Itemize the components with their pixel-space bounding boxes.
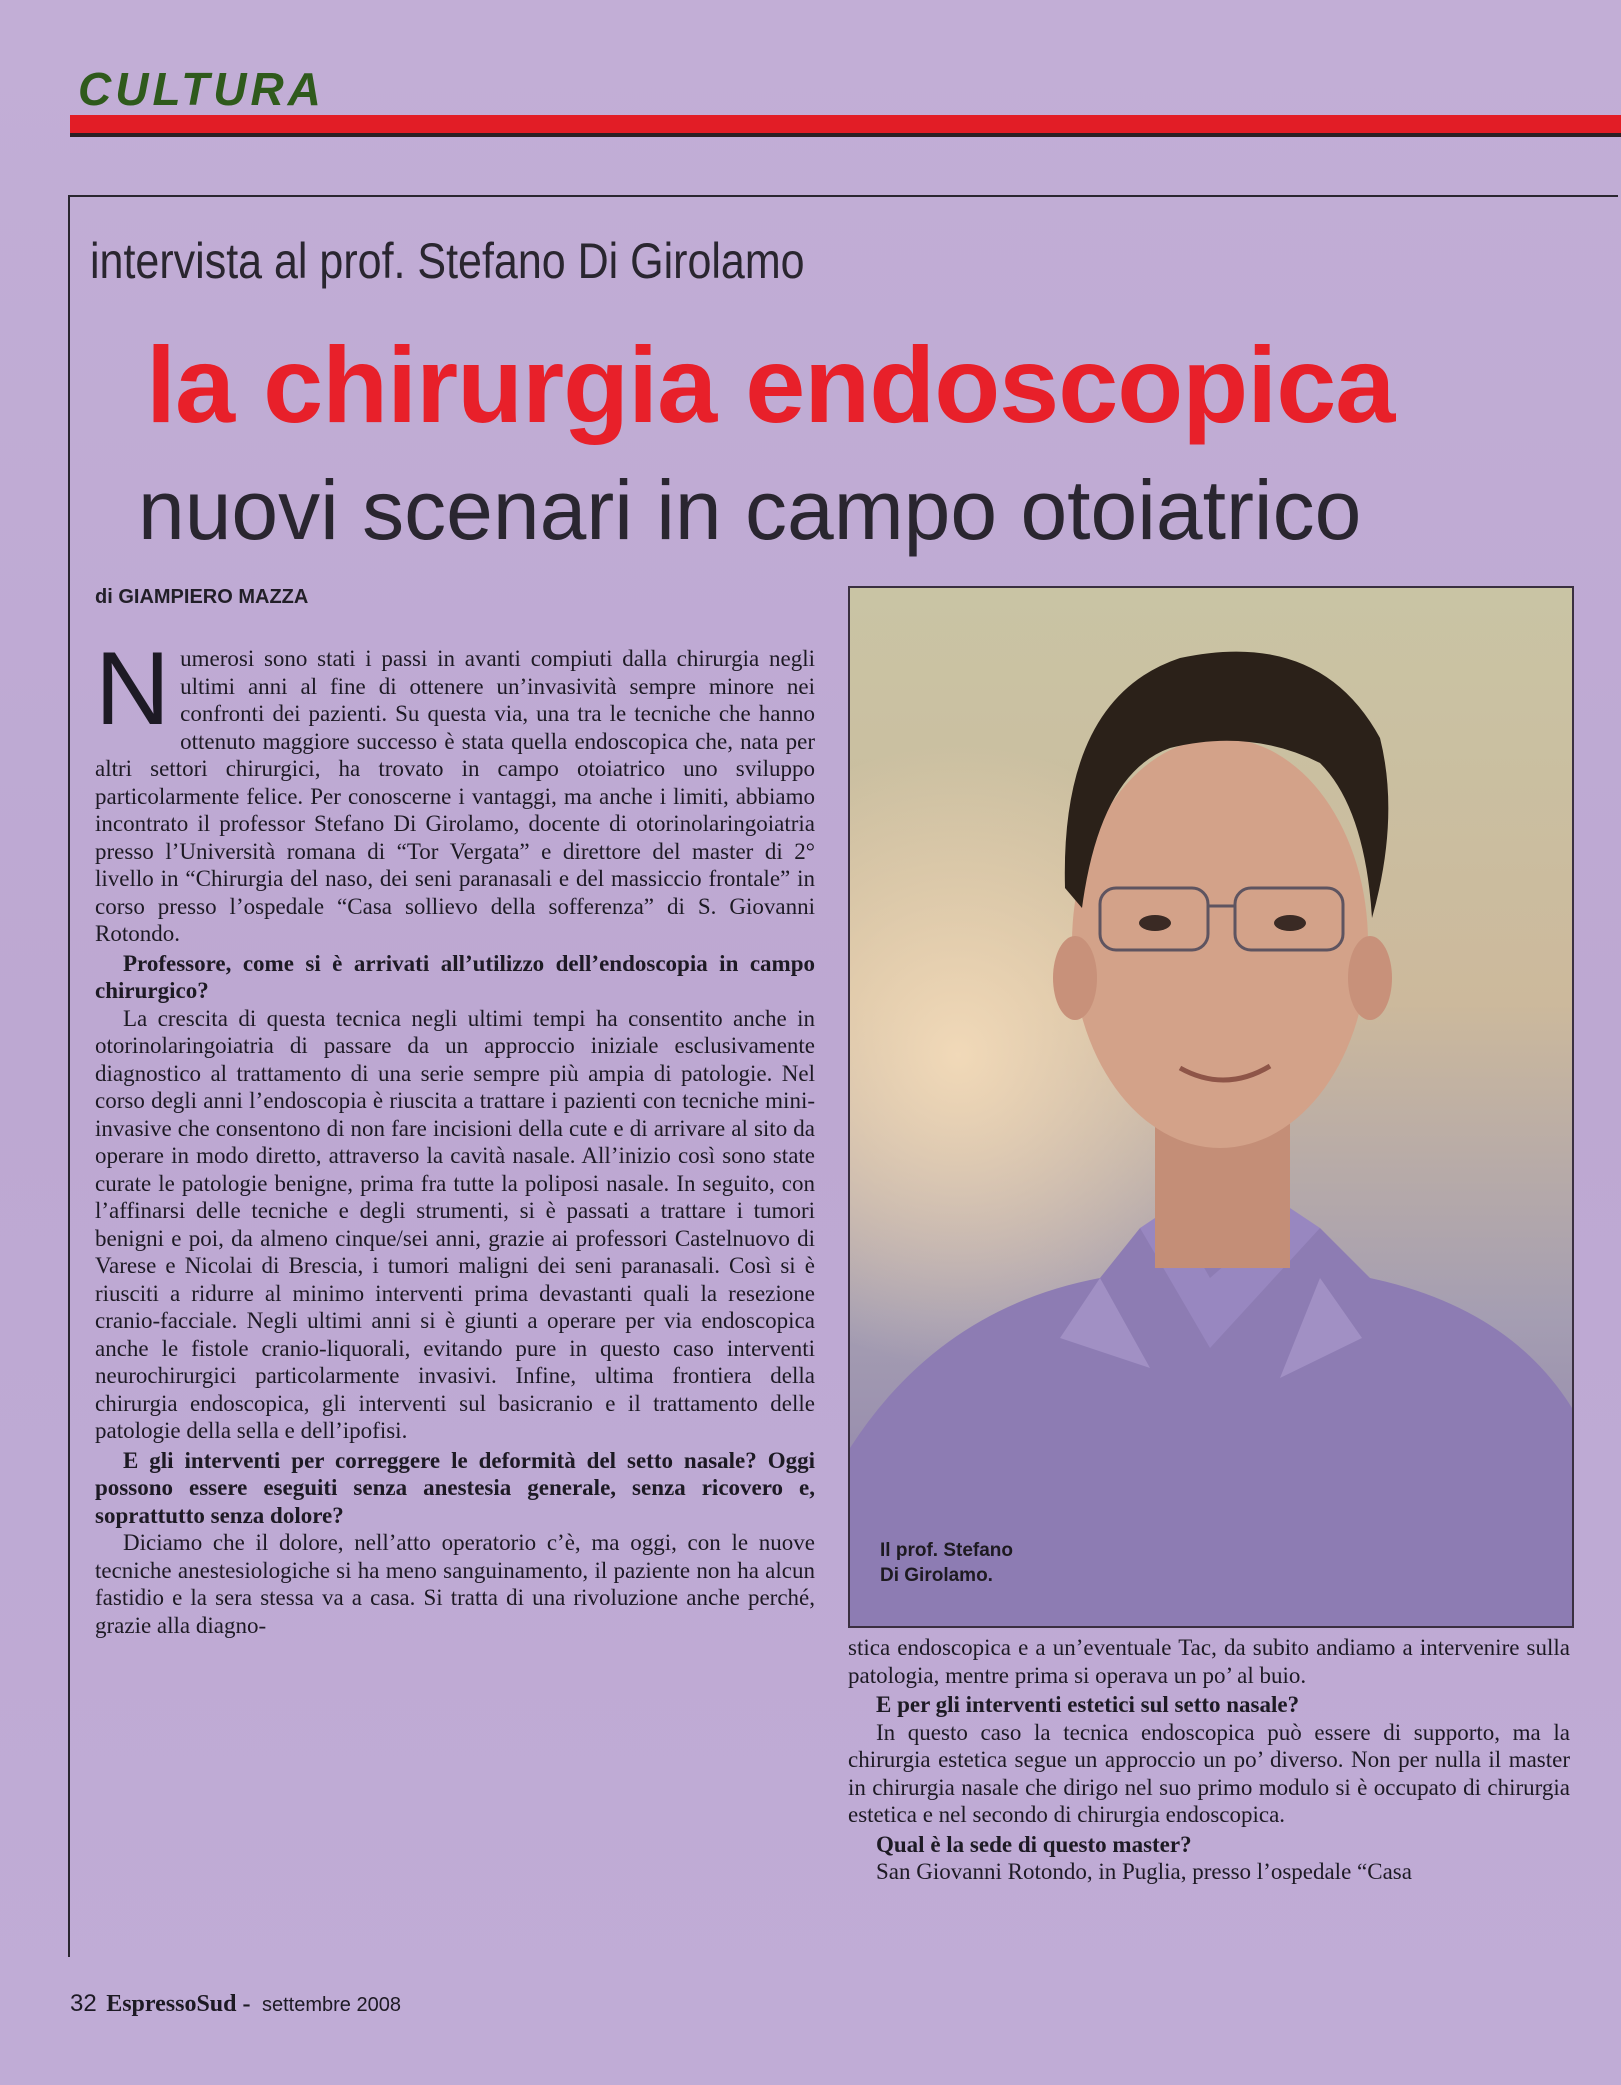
article-byline: di GIAMPIERO MAZZA — [95, 586, 309, 608]
portrait-photo — [848, 586, 1574, 1628]
photo-caption — [880, 1538, 1080, 1588]
article-column-left — [95, 631, 815, 1639]
article-column-right — [848, 1634, 1570, 1886]
interview-answer-continued: stica endoscopica e a un’eventuale Tac, da subito andiamo a intervenire sulla patologia, mentre prima si operava un po’ al buio. — [848, 1635, 1570, 1688]
interview-answer: In questo caso la tecnica endoscopica può essere di supporto, ma la chirurgia estetica segue un approccio un po’ diverso. Non per nulla il master in chirurgia nasale che dirigo nel suo primo modulo si è occupato di chirurgia estetica e nel secondo di chirurgia endoscopica. — [848, 1719, 1570, 1827]
interview-answer: San Giovanni Rotondo, in Puglia, presso l’ospedale “Casa — [876, 1859, 1412, 1884]
article-subheadline: nuovi scenari in campo otoiatrico — [138, 463, 1362, 557]
interview-question: Qual è la sede di questo master? — [876, 1831, 1192, 1857]
interview-question: E per gli interventi estetici sul setto nasale? — [876, 1692, 1300, 1717]
magazine-name: EspressoSud - — [106, 1991, 251, 2017]
interview-question: E gli interventi per correggere le deformità del setto nasale? Oggi possono essere eseguiti senza anestesia generale, senza ricovero e, soprattutto senza dolore? — [95, 1447, 815, 1528]
drop-cap: N — [95, 631, 171, 747]
interview-question: Professore, come si è arrivati all’utilizzo dell’endoscopia in campo chirurgico? — [95, 950, 815, 1003]
page-footer — [70, 1990, 401, 2018]
issue-date: settembre 2008 — [261, 1994, 401, 2016]
header-rule — [70, 115, 1621, 137]
interview-answer: Diciamo che il dolore, nell’atto operatorio c’è, ma oggi, con le nuove tecniche anestesiologiche si ha meno sanguinamento, il paziente non ha alcun fastidio e la sera stessa va a casa. Si tratta di una rivoluzione anche perché, grazie alla diagno- — [95, 1530, 815, 1638]
caption-line: Il prof. Stefano — [880, 1540, 1013, 1561]
page-number: 32 — [70, 1990, 97, 2017]
article-kicker: intervista al prof. Stefano Di Girolamo — [90, 233, 805, 289]
section-label: CULTURA — [78, 63, 325, 115]
caption-line: Di Girolamo. — [880, 1565, 993, 1586]
portrait-illustration — [850, 588, 1572, 1626]
article-headline: la chirurgia endoscopica — [146, 324, 1395, 445]
intro-text: umerosi sono stati i passi in avanti compiuti dalla chirurgia negli ultimi anni al fine di ottenere un’invasività sempre minore nei confronti dei pazienti. Su questa via, una tra le tecniche che hanno ottenuto maggiore successo è stata quella endoscopica che, nata per altri settori chirurgici, ha trovato in campo otoiatrico uno sviluppo particolarmente felice. Per conoscerne i vantaggi, ma anche i limiti, abbiamo incontrato il professor Stefano Di Girolamo, docente di otorinolaringoiatria presso l’Università romana di “Tor Vergata” e direttore del master di 2° livello in “Chirurgia del naso, dei seni paranasali e del massiccio frontale” in corso presso l’ospedale “Casa sollievo della sofferenza” di S. Giovanni Rotondo. — [95, 646, 815, 946]
interview-answer: La crescita di questa tecnica negli ultimi tempi ha consentito anche in otorinolaringoiatria di passare da un approccio iniziale esclusivamente diagnostico al trattamento di una serie sempre più ampia di patologie. Nel corso degli anni l’endoscopia è riuscita a trattare i pazienti con tecniche mini-invasive che consentono di non fare incisioni della cute e di arrivare al sito da operare in modo diretto, attraverso la cavità nasale. All’inizio così sono state curate le patologie benigne, prima fra tutte la poliposi nasale. In seguito, con l’affinarsi delle tecniche e degli strumenti, si è passati a trattare i tumori benigni e poi, da almeno cinque/sei anni, grazie ai professori Castelnuovo di Varese e Nicolai di Brescia, i tumori maligni dei seni paranasali. Così si è riusciti a ridurre al minimo interventi prima devastanti quali la resezione cranio-facciale. Negli ultimi anni si è giunti a operare per via endoscopica anche le fistole cranio-liquorali, evitando pure in questo caso interventi neurochirurgici particolarmente invasivi. Infine, ultima frontiera della chirurgia endoscopica, gli interventi sul basicranio e il trattamento delle patologie della sella e dell’ipofisi. — [95, 1005, 815, 1443]
article-intro-paragraph — [95, 631, 815, 948]
